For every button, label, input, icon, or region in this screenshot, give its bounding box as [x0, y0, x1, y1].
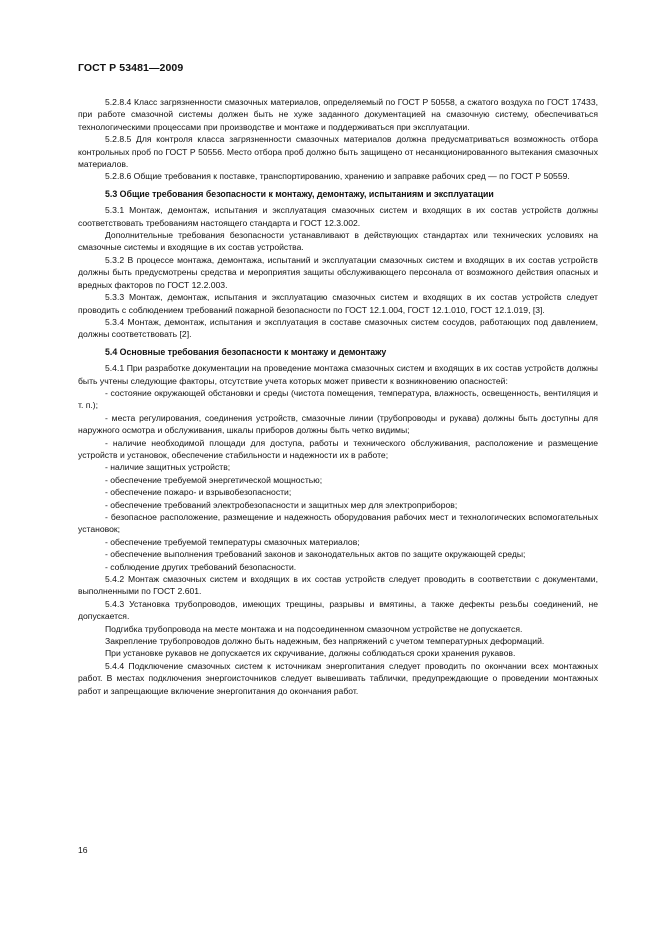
- page-number: 16: [78, 845, 88, 855]
- paragraph: 5.4.1 При разработке документации на проведение монтажа смазочных систем и входящих в их состав устройств должны быть учтены следующие факторы, отсутствие учета которых может привести к возникновению опасностей:: [78, 363, 598, 386]
- paragraph: - обеспечение пожаро- и взрывобезопасности;: [105, 487, 292, 498]
- paragraph: Дополнительные требования безопасности устанавливают в действующих стандартах или технических условиях на смазочные системы и входящие в их состав устройства.: [78, 230, 598, 253]
- paragraph: - обеспечение требуемой температуры смазочных материалов;: [105, 536, 360, 547]
- paragraph: 5.4.3 Установка трубопроводов, имеющих трещины, разрывы и вмятины, а также дефекты резьбы соединений, не допускается.: [78, 598, 598, 622]
- paragraph: 5.3.1 Монтаж, демонтаж, испытания и эксплуатация смазочных систем и входящих в их состав устройств должны соответствовать требованиям настоящего стандарта и ГОСТ 12.3.002.: [78, 205, 598, 228]
- paragraph: - состояние окружающей обстановки и среды (чистота помещения, температура, влажность, освещенность, вентиляция и т. п.);: [78, 387, 598, 411]
- paragraph: 5.2.8.5 Для контроля класса загрязненности смазочных материалов должна предусматриваться возможность отбора контрольных проб по ГОСТ Р 50556. Место отбора проб должно быть защищено от несанкционированного вытекания смазочных материалов.: [78, 134, 598, 170]
- paragraph: - обеспечение требуемой энергетической мощностью;: [105, 474, 323, 485]
- paragraph: Закрепление трубопроводов должно быть надежным, без напряжений с учетом температурных деформаций.: [105, 636, 545, 647]
- paragraph: 5.2.8.4 Класс загрязненности смазочных материалов, определяемый по ГОСТ Р 50558, а сжатого воздуха по ГОСТ 17433, при работе смазочной системы должен быть не хуже заданного документацией на смазочную систему, обеспечиваться технологическими процессами при производстве и монтаже и поддерживаться при эксплуатации.: [78, 97, 598, 132]
- paragraph: 5.3.4 Монтаж, демонтаж, испытания и эксплуатация в составе смазочных систем сосудов, работающих под давлением, должны соответствовать [2].: [78, 316, 598, 340]
- section-heading: 5.4 Основные требования безопасности к монтажу и демонтажу: [105, 346, 387, 357]
- paragraph: 5.2.8.6 Общие требования к поставке, транспортированию, хранению и заправке рабочих сред — по ГОСТ Р 50559.: [105, 171, 570, 182]
- paragraph: - соблюдение других требований безопасности.: [105, 561, 297, 572]
- standard-header: ГОСТ Р 53481—2009: [78, 62, 184, 74]
- paragraph: 5.3.2 В процессе монтажа, демонтажа, испытаний и эксплуатации смазочных систем и входящих в их состав устройств должны быть предусмотрены средства и мероприятия защиты обслуживающего персонала от возможного действия опасных и вредных факторов по ГОСТ 12.2.003.: [78, 254, 598, 290]
- paragraph: - места регулирования, соединения устройств, смазочные линии (трубопроводы и рукава) должны быть доступны для наружного осмотра и обслуживания, шкалы приборов должны быть четко видимы;: [78, 412, 598, 436]
- paragraph: - обеспечение выполнения требований законов и законодательных актов по защите окружающей среды;: [105, 549, 526, 560]
- paragraph: 5.4.4 Подключение смазочных систем к источникам энергопитания следует проводить по окончании всех монтажных работ. В местах подключения энергоисточников следует вывешивать таблички, предупреждающие о проведении монтажных работ и запрещающие включение энергопитания до окончания работ.: [78, 660, 598, 696]
- paragraph: - обеспечение требований электробезопасности и защитных мер для электроприборов;: [105, 499, 458, 510]
- section-heading: 5.3 Общие требования безопасности к монтажу, демонтажу, испытаниям и эксплуатации: [105, 188, 494, 199]
- paragraph: - безопасное расположение, размещение и надежность оборудования рабочих мест и технологических вспомогательных установок;: [78, 512, 598, 535]
- paragraph: При установке рукавов не допускается их скручивание, должны соблюдаться сроки хранения рукавов.: [105, 648, 516, 659]
- paragraph: Подгибка трубопровода на месте монтажа и на подсоединенном смазочном устройстве не допускается.: [105, 623, 523, 634]
- paragraph: - наличие защитных устройств;: [105, 462, 231, 473]
- paragraph: 5.4.2 Монтаж смазочных систем и входящих в их состав устройств следует проводить в соответствии с документами, выполненными по ГОСТ 2.601.: [78, 574, 598, 597]
- paragraph: 5.3.3 Монтаж, демонтаж, испытания и эксплуатацию смазочных систем и входящих в их состав устройств следует проводить с соблюдением требований пожарной безопасности по ГОСТ 12.1.004, ГОСТ 12.1.010, ГОСТ 12.1.019, [3].: [78, 292, 598, 315]
- document-body: [78, 96, 598, 697]
- paragraph: - наличие необходимой площади для доступа, работы и технического обслуживания, расположение и размещение устройств и установок, обеспечение стабильности и надежности их в работе;: [78, 437, 598, 460]
